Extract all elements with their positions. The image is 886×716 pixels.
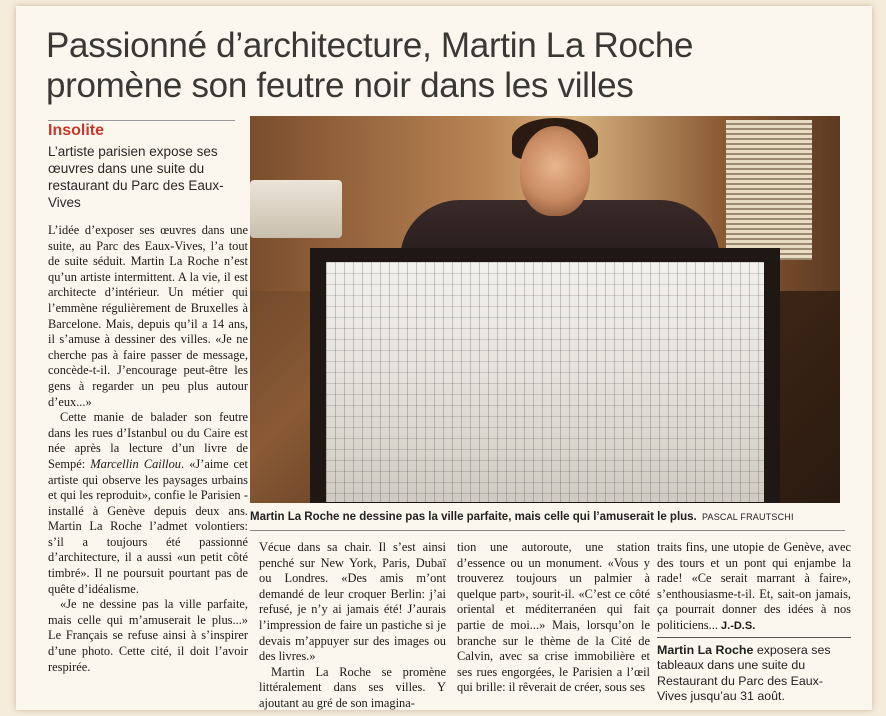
photo-person-face xyxy=(520,126,590,216)
rubric-rule xyxy=(48,120,235,121)
info-box-name: Martin La Roche xyxy=(657,643,754,657)
photo-credit: PASCAL FRAUTSCHI xyxy=(701,512,794,522)
article-column-4 xyxy=(657,540,851,635)
headline xyxy=(46,26,846,106)
paragraph: Martin La Roche se promène littéralement dans ses villes. Y ajoutant au gré de son imagina- xyxy=(259,664,446,710)
author-signature: J.-D.S. xyxy=(721,619,756,632)
info-box xyxy=(657,643,851,705)
lede: L’artiste parisien expose ses œuvres dans une suite du restaurant du Parc des Eaux-Vives xyxy=(48,144,224,210)
caption-text: Martin La Roche ne dessine pas la ville parfaite, mais celle qui l’amuserait le plus. xyxy=(250,511,697,523)
text-run: Cette manie de balader son feutre dans les rues d’Istanbul ou du Caire est née après la lecture d’un livre de Sempé: xyxy=(48,410,248,471)
headline-line-2: promène son feutre noir dans les villes xyxy=(46,66,634,105)
text-run: traits fins, une utopie de Genève, avec des tours et un pont qui enjambe la rade! «Ce serait marrant à faire», s’enthousiasme-t-il. Et, sait-on jamais, ça pourrait donner des idées à nos politiciens... xyxy=(657,540,851,632)
paragraph xyxy=(657,540,851,635)
paragraph: Vécue dans sa chair. Il s’est ainsi penché sur New York, Paris, Dubaï ou Londres. «Des amis m’ont demandé de leur croquer Berlin: j’ai refusé, je n’y ai jamais été! J’aurais l’impression de faire un pastiche si je devais m’appuyer sur des images ou des livres.» xyxy=(259,540,446,664)
photo-window-blind xyxy=(726,120,812,260)
paragraph: tion une autoroute, une station d’essence ou un monument. «Vous y trouverez toujours un palmier à quelque part», sourit-il. «C’est ce côté oriental et méditerranéen qui fait partie de moi...» Mais, lorsqu’on le branche sur le thème de la Cité de Calvin, avec sa crise immobilière et ses rues engorgées, le Parisien a l’œil qui brille: il rêverait de créer, sous ses xyxy=(457,540,650,695)
info-box-rule xyxy=(657,637,851,638)
paragraph: L’idée d’exposer ses œuvres dans une suite, au Parc des Eaux-Vives, l’a tout de suite séduit. Martin La Roche n’est qu’un artiste intermittent. A la vie, il est architecte d’intérieur. Un métier qui l’emmène régulièrement de Bruxelles à Barcelone. Mais, depuis qu’il a 14 ans, il s’amuse à dessiner des villes. «Je ne cherche pas à faire passer de message, concède-t-il. J’encourage peut-être les gens à regarder un peu plus autour d’eux...» xyxy=(48,223,248,409)
newspaper-page xyxy=(16,6,872,710)
rubric-label: Insolite xyxy=(48,122,105,139)
book-title: Marcellin Caillou xyxy=(90,456,181,471)
caption-rule xyxy=(250,530,845,531)
paragraph: «Je ne dessine pas la ville parfaite, mais celle qui m’amuserait le plus...» Le Français se refuse ainsi à s’inspirer d’une photo. Cette cité, il doit l’avoir respirée. xyxy=(48,597,248,674)
article-column-3 xyxy=(457,540,650,696)
photo-lamp xyxy=(250,180,342,238)
paragraph xyxy=(48,410,248,597)
headline-line-1: Passionné d’architecture, Martin La Roche xyxy=(46,26,694,65)
photo-artist-with-drawing xyxy=(250,116,840,503)
photo-caption xyxy=(250,510,845,524)
article-column-2 xyxy=(259,540,446,712)
text-run: . «J’aime cet artiste qui observe les paysages urbains et qui les reproduit», confie le Parisien - installé à Genève depuis deux ans. Martin La Roche l’admet volontiers: s’il a toujours été passionné d’architecture, il a aussi «un petit côté timbré». Il ne poursuit pourtant pas de quête d’idéalisme. xyxy=(48,456,248,596)
photo-city-drawing xyxy=(326,262,764,502)
info-box-text: exposera ses tableaux dans une suite du Restaurant du Parc des Eaux-Vives jusqu’au 31 août. xyxy=(657,643,831,704)
article-column-1 xyxy=(48,223,248,675)
